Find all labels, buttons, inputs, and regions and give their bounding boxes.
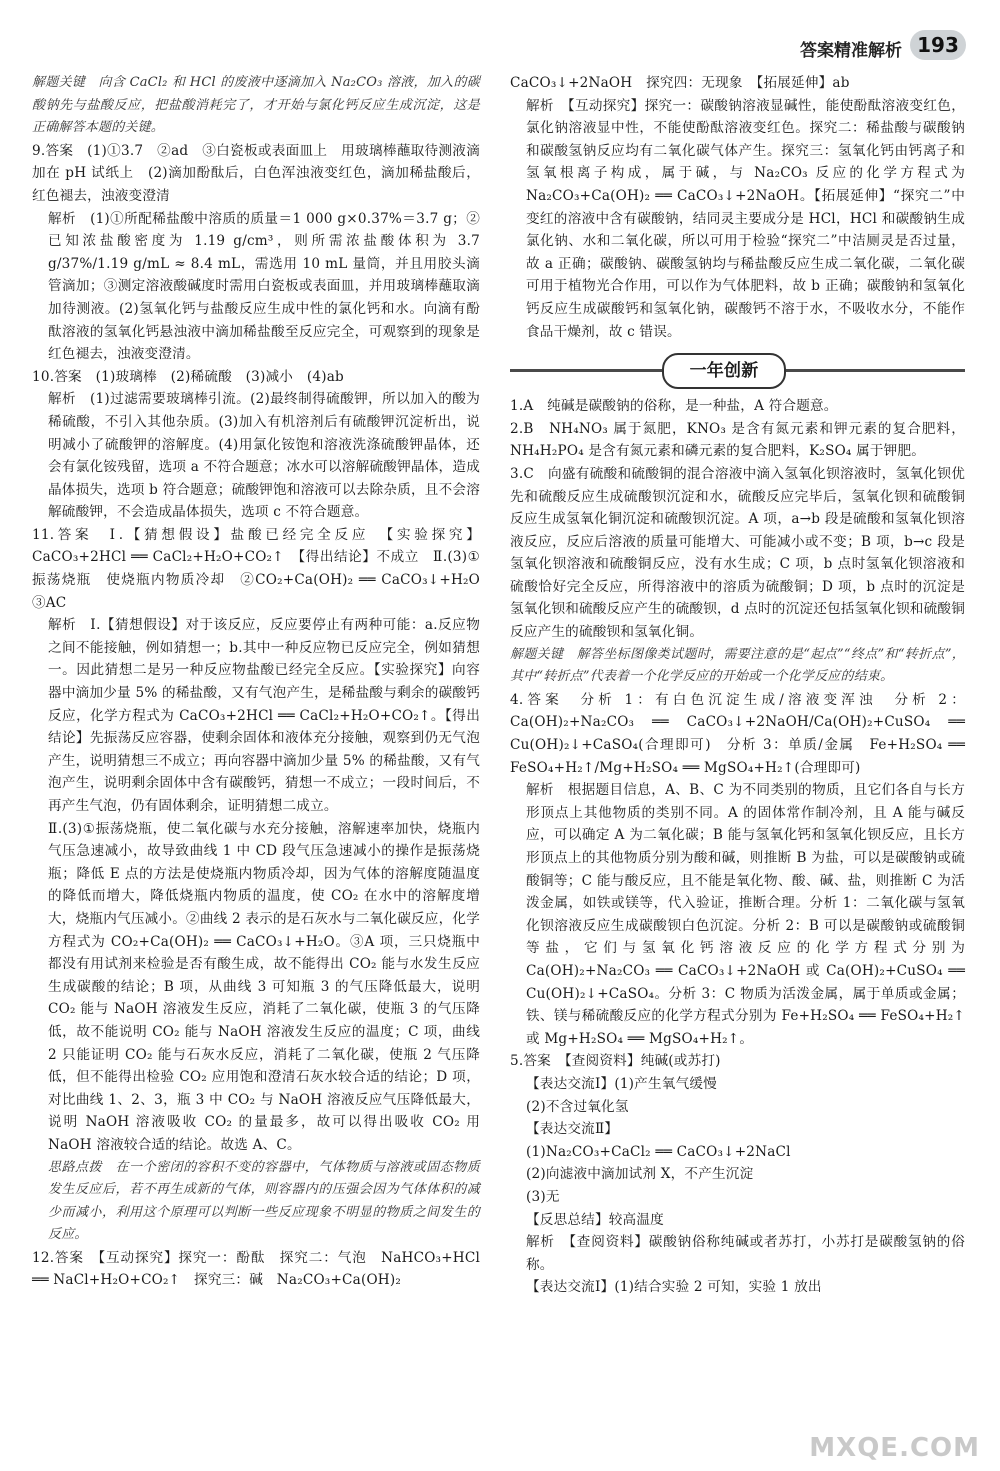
answer-5-line: 【表达交流Ⅰ】(1)产生氧气缓慢 <box>526 1075 717 1092</box>
answer-5-explanation: 解析 【查阅资料】碳酸钠俗称纯碱或者苏打，小苏打是碳酸氢钠的俗称。 <box>526 1234 965 1273</box>
answer-4-explanation: 解析 根据题目信息，A、B、C 为不同类别的物质，且它们各自与长方形顶点上其他物质的类别不同。A 的固体常作制冷剂，且 A 能与碱反应，可以确定 A 为二氧化碳；B 能与氢氧化钙和氢氧化钡反应，且长方形顶点上的其他物质分别为酸和碱，则推断 B 为盐，可以是碳酸钠或硫酸铜等；C 能与酸反应，且不能是氧化物、酸、碱、盐，则推断 C 为活泼金属，如铁或镁等，代入验证，推断合理。分析 1：二氧化碳与氢氧化钡溶液反应生成碳酸钡白色沉淀。分析 2：B 可以是碳酸钠或硫酸铜等盐，它们与氢氧化钙溶液反应的化学方程式分别为 Ca(OH)₂+Na₂CO₃ ══ CaCO₃↓+2NaOH 或 Ca(OH)₂+CuSO₄ ══ Cu(OH)₂↓+CaSO₄。分析 3：C 物质为活泼金属，属于单质或金属；铁、镁与稀硫酸反应的化学方程式分别为 Fe+H₂SO₄ ══ FeSO₄+H₂↑或 Mg+H₂SO₄ ══ MgSO₄+H₂↑。 <box>526 782 965 1047</box>
answer-5-line: 【反思总结】较高温度 <box>526 1211 664 1228</box>
left-column <box>32 72 494 1292</box>
answer-3-tip: 解题关键 解答坐标图像类试题时，需要注意的是“起点”“终点”和“转折点”，其中“转折点”代表着一个化学反应的开始或一个化学反应的结束。 <box>510 646 965 685</box>
answer-5-line: (2)不含过氧化氢 <box>526 1098 629 1115</box>
q9-answer: 9.答案 (1)①3.7 ②ad ③白瓷板或表面皿上 用玻璃棒蘸取待测液滴加在 pH 试纸上 (2)滴加酚酞后，白色浑浊液变红色，滴加稀盐酸后，红色褪去，浊液变澄清 <box>32 142 480 204</box>
answer-5-line: (2)向滤液中滴加试剂 X，不产生沉淀 <box>526 1166 754 1183</box>
answer-5-line: (1)Na₂CO₃+CaCl₂ ══ CaCO₃↓+2NaCl <box>526 1143 791 1160</box>
q11-explanation-part1: 解析 Ⅰ.【猜想假设】对于该反应，反应要停止有两种可能：a.反应物之间不能接触，例如猜想一；b.其中一种反应物已反应完全，例如猜想一。因此猜想二是另一种反应物盐酸已经完全反应。【实验探究】向容器中滴加少量 5% 的稀盐酸，又有气泡产生，是稀盐酸与剩余的碳酸钙反应，化学方程式为 CaCO₃+2HCl ══ CaCl₂+H₂O+CO₂↑。【得出结论】先振荡反应容器，使剩余固体和液体充分接触，观察到仍无气泡产生，说明猜想三不成立；再向容器中滴加少量 5% 的稀盐酸，又有气泡产生，说明剩余固体中含有碳酸钙，猜想一不成立；一段时间后，不再产生气泡，仍有固体剩余，证明猜想二成立。 <box>48 617 480 814</box>
section-title: 一年创新 <box>662 353 786 389</box>
answer-2: 2.B NH₄NO₃ 属于氮肥，KNO₃ 是含有氮元素和钾元素的复合肥料，NH₄H₂PO₄ 是含有氮元素和磷元素的复合肥料，K₂SO₄ 属于钾肥。 <box>510 420 965 460</box>
section-banner <box>510 353 965 387</box>
q11-explanation-part2: Ⅱ.(3)①振荡烧瓶，使二氧化碳与水充分接触，溶解速率加快，烧瓶内气压急速减小，故导致曲线 1 中 CD 段气压急速减小的操作是振荡烧瓶；降低 E 点的方法是使烧瓶内物质冷却，因为气体的溶解度随温度的降低而增大，降低烧瓶内物质的温度，使 CO₂ 在水中的溶解度增大，烧瓶内气压减小。②曲线 2 表示的是石灰水与二氧化碳反应，化学方程式为 CO₂+Ca(OH)₂ ══ CaCO₃↓+H₂O。③A 项，三只烧瓶中都没有用试剂来检验是否有酸生成，故不能得出 CO₂ 能与水发生反应生成碳酸的结论；B 项，从曲线 3 可知瓶 3 的气压降低最大，说明 CO₂ 能与 NaOH 溶液发生反应，消耗了二氧化碳，使瓶 3 的气压降低，故不能说明 CO₂ 能与 NaOH 溶液发生反应的温度；C 项，曲线 2 只能证明 CO₂ 能与石灰水反应，消耗了二氧化碳，使瓶 2 气压降低，但不能得出检验 CO₂ 应用饱和澄清石灰水较合适的结论；D 项，对比曲线 1、2、3，瓶 3 中 CO₂ 与 NaOH 溶液反应气压降低最大，说明 NaOH 溶液吸收 CO₂ 的量最多，故可以得出吸收 CO₂ 用 NaOH 溶液较合适的结论。故选 A、C。 <box>48 820 480 1153</box>
q12-answer-continued: CaCO₃↓+2NaOH 探究四：无现象 【拓展延伸】ab <box>510 75 850 91</box>
answer-5-explanation: 【表达交流Ⅰ】(1)结合实验 2 可知，实验 1 放出 <box>526 1279 822 1296</box>
answer-1: 1.A 纯碱是碳酸钠的俗称，是一种盐，A 符合题意。 <box>510 398 838 415</box>
page-header <box>0 0 1000 62</box>
key-tip: 解题关键 向含 CaCl₂ 和 HCl 的废液中逐滴加入 Na₂CO₃ 溶液，加入的碳酸钠先与盐酸反应，把盐酸消耗完了，才开始与氯化钙反应生成沉淀，这是正确解答本题的关键。 <box>32 75 480 136</box>
q10-answer: 10.答案 (1)玻璃棒 (2)稀硫酸 (3)减小 (4)ab <box>32 368 344 385</box>
page-number: 193 <box>910 30 966 60</box>
answer-5-line: (3)无 <box>526 1188 560 1205</box>
q12-answer: 12.答案 【互动探究】探究一：酚酞 探究二：气泡 NaHCO₃+HCl ══ NaCl+H₂O+CO₂↑ 探究三：碱 Na₂CO₃+Ca(OH)₂ <box>32 1249 480 1289</box>
watermark: MXQE.COM <box>809 1433 980 1463</box>
right-column <box>510 72 965 1299</box>
q10-explanation: 解析 (1)过滤需要玻璃棒引流。(2)最终制得硫酸钾，所以加入的酸为稀硫酸，不引入其他杂质。(3)加入有机溶剂后有硫酸钾沉淀析出，说明减小了硫酸钾的溶解度。(4)用氯化铵饱和溶液洗涤硫酸钾晶体，还会有氯化铵残留，选项 a 不符合题意；冰水可以溶解硫酸钾晶体，造成晶体损失，选项 b 符合题意；硫酸钾饱和溶液可以去除杂质，且不会溶解硫酸钾，不会造成晶体损失，选项 c 不符合题意。 <box>48 391 480 521</box>
answer-3: 3.C 向盛有硫酸和硫酸铜的混合溶液中滴入氢氧化钡溶液时，氢氧化钡优先和硫酸反应生成硫酸钡沉淀和水，硫酸反应完毕后，氢氧化钡和硫酸铜反应生成氢氧化铜沉淀和硫酸钡沉淀。A 项，a→b 段是硫酸和氢氧化钡溶液反应，反应后溶液的质量可能增大、可能减小或不变；B 项，b→c 段是氢氧化钡溶液和硫酸铜反应，没有水生成；C 项，b 点时氢氧化钡溶液和硫酸恰好完全反应，所得溶液中的溶质为硫酸铜；D 项，b 点时的沉淀是氢氧化钡和硫酸反应产生的硫酸钡，d 点时的沉淀还包括氢氧化钡和硫酸铜反应产生的硫酸钡和氢氧化铜。 <box>510 465 965 641</box>
q11-thinking-tip: 思路点拨 在一个密闭的容积不变的容器中，气体物质与溶液或固态物质发生反应后，若不再生成新的气体，则容器内的压强会因为气体体积的减少而减小，利用这个原理可以判断一些反应现象不明显的物质之间发生的反应。 <box>48 1159 480 1243</box>
q9-explanation: 解析 (1)①所配稀盐酸中溶质的质量＝1 000 g×0.37%＝3.7 g；②已知浓盐酸密度为 1.19 g/cm³，则所需浓盐酸体积为 3.7 g/37%/1.19 g/mL ≈ 8.4 mL，需选用 10 mL 量筒，并且用胶头滴管滴加；③测定溶液酸碱度时需用白瓷板或表面皿，并用玻璃棒蘸取滴加待测液。(2)氢氧化钙与盐酸反应生成中性的氯化钙和水。向滴有酚酞溶液的氢氧化钙悬浊液中滴加稀盐酸至反应完全，可观察到的现象是红色褪去，浊液变澄清。 <box>48 210 480 363</box>
q12-explanation: 解析 【互动探究】探究一：碳酸钠溶液显碱性，能使酚酞溶液变红色，氯化钠溶液显中性，不能使酚酞溶液变红色。探究二：稀盐酸与碳酸钠和碳酸氢钠反应均有二氧化碳气体产生。探究三：氢氧化钙由钙离子和氢氧根离子构成，属于碱，与 Na₂CO₃ 反应的化学方程式为 Na₂CO₃+Ca(OH)₂ ══ CaCO₃↓+2NaOH。【拓展延伸】“探究二”中变红的溶液中含有碳酸钠，结同灵主要成分是 HCl，HCl 和碳酸钠生成氯化钠、水和二氧化碳，所以可用于检验“探究二”中洁厕灵是否过量，故 a 正确；碳酸钠、碳酸氢钠均与稀盐酸反应生成二氧化碳，二氧化碳可用于植物光合作用，可以作为气体肥料，故 b 正确；碳酸钠和氢氧化钙反应生成碳酸钙和氢氧化钠，碳酸钙不溶于水，不吸收水分，不能作食品干燥剂，故 c 错误。 <box>526 97 965 340</box>
header-title: 答案精准解析 <box>800 41 902 61</box>
answer-5: 5.答案 【查阅资料】纯碱(或苏打) <box>510 1053 721 1070</box>
answer-5-line: 【表达交流Ⅱ】 <box>526 1121 619 1138</box>
q11-answer: 11.答案 Ⅰ.【猜想假设】盐酸已经完全反应 【实验探究】CaCO₃+2HCl ══ CaCl₂+H₂O+CO₂↑ 【得出结论】不成立 Ⅱ.(3)①振荡烧瓶 使烧瓶内物质冷却 ②CO₂+Ca(OH)₂ ══ CaCO₃↓+H₂O ③AC <box>32 526 494 611</box>
answer-4: 4.答案 分析 1：有白色沉淀生成/溶液变浑浊 分析 2：Ca(OH)₂+Na₂CO₃ ══ CaCO₃↓+2NaOH/Ca(OH)₂+CuSO₄ ══ Cu(OH)₂↓+CaSO₄(合理即可) 分析 3：单质/金属 Fe+H₂SO₄ ══ FeSO₄+H₂↑/Mg+H₂SO₄ ══ MgSO₄+H₂↑(合理即可) <box>510 691 965 776</box>
